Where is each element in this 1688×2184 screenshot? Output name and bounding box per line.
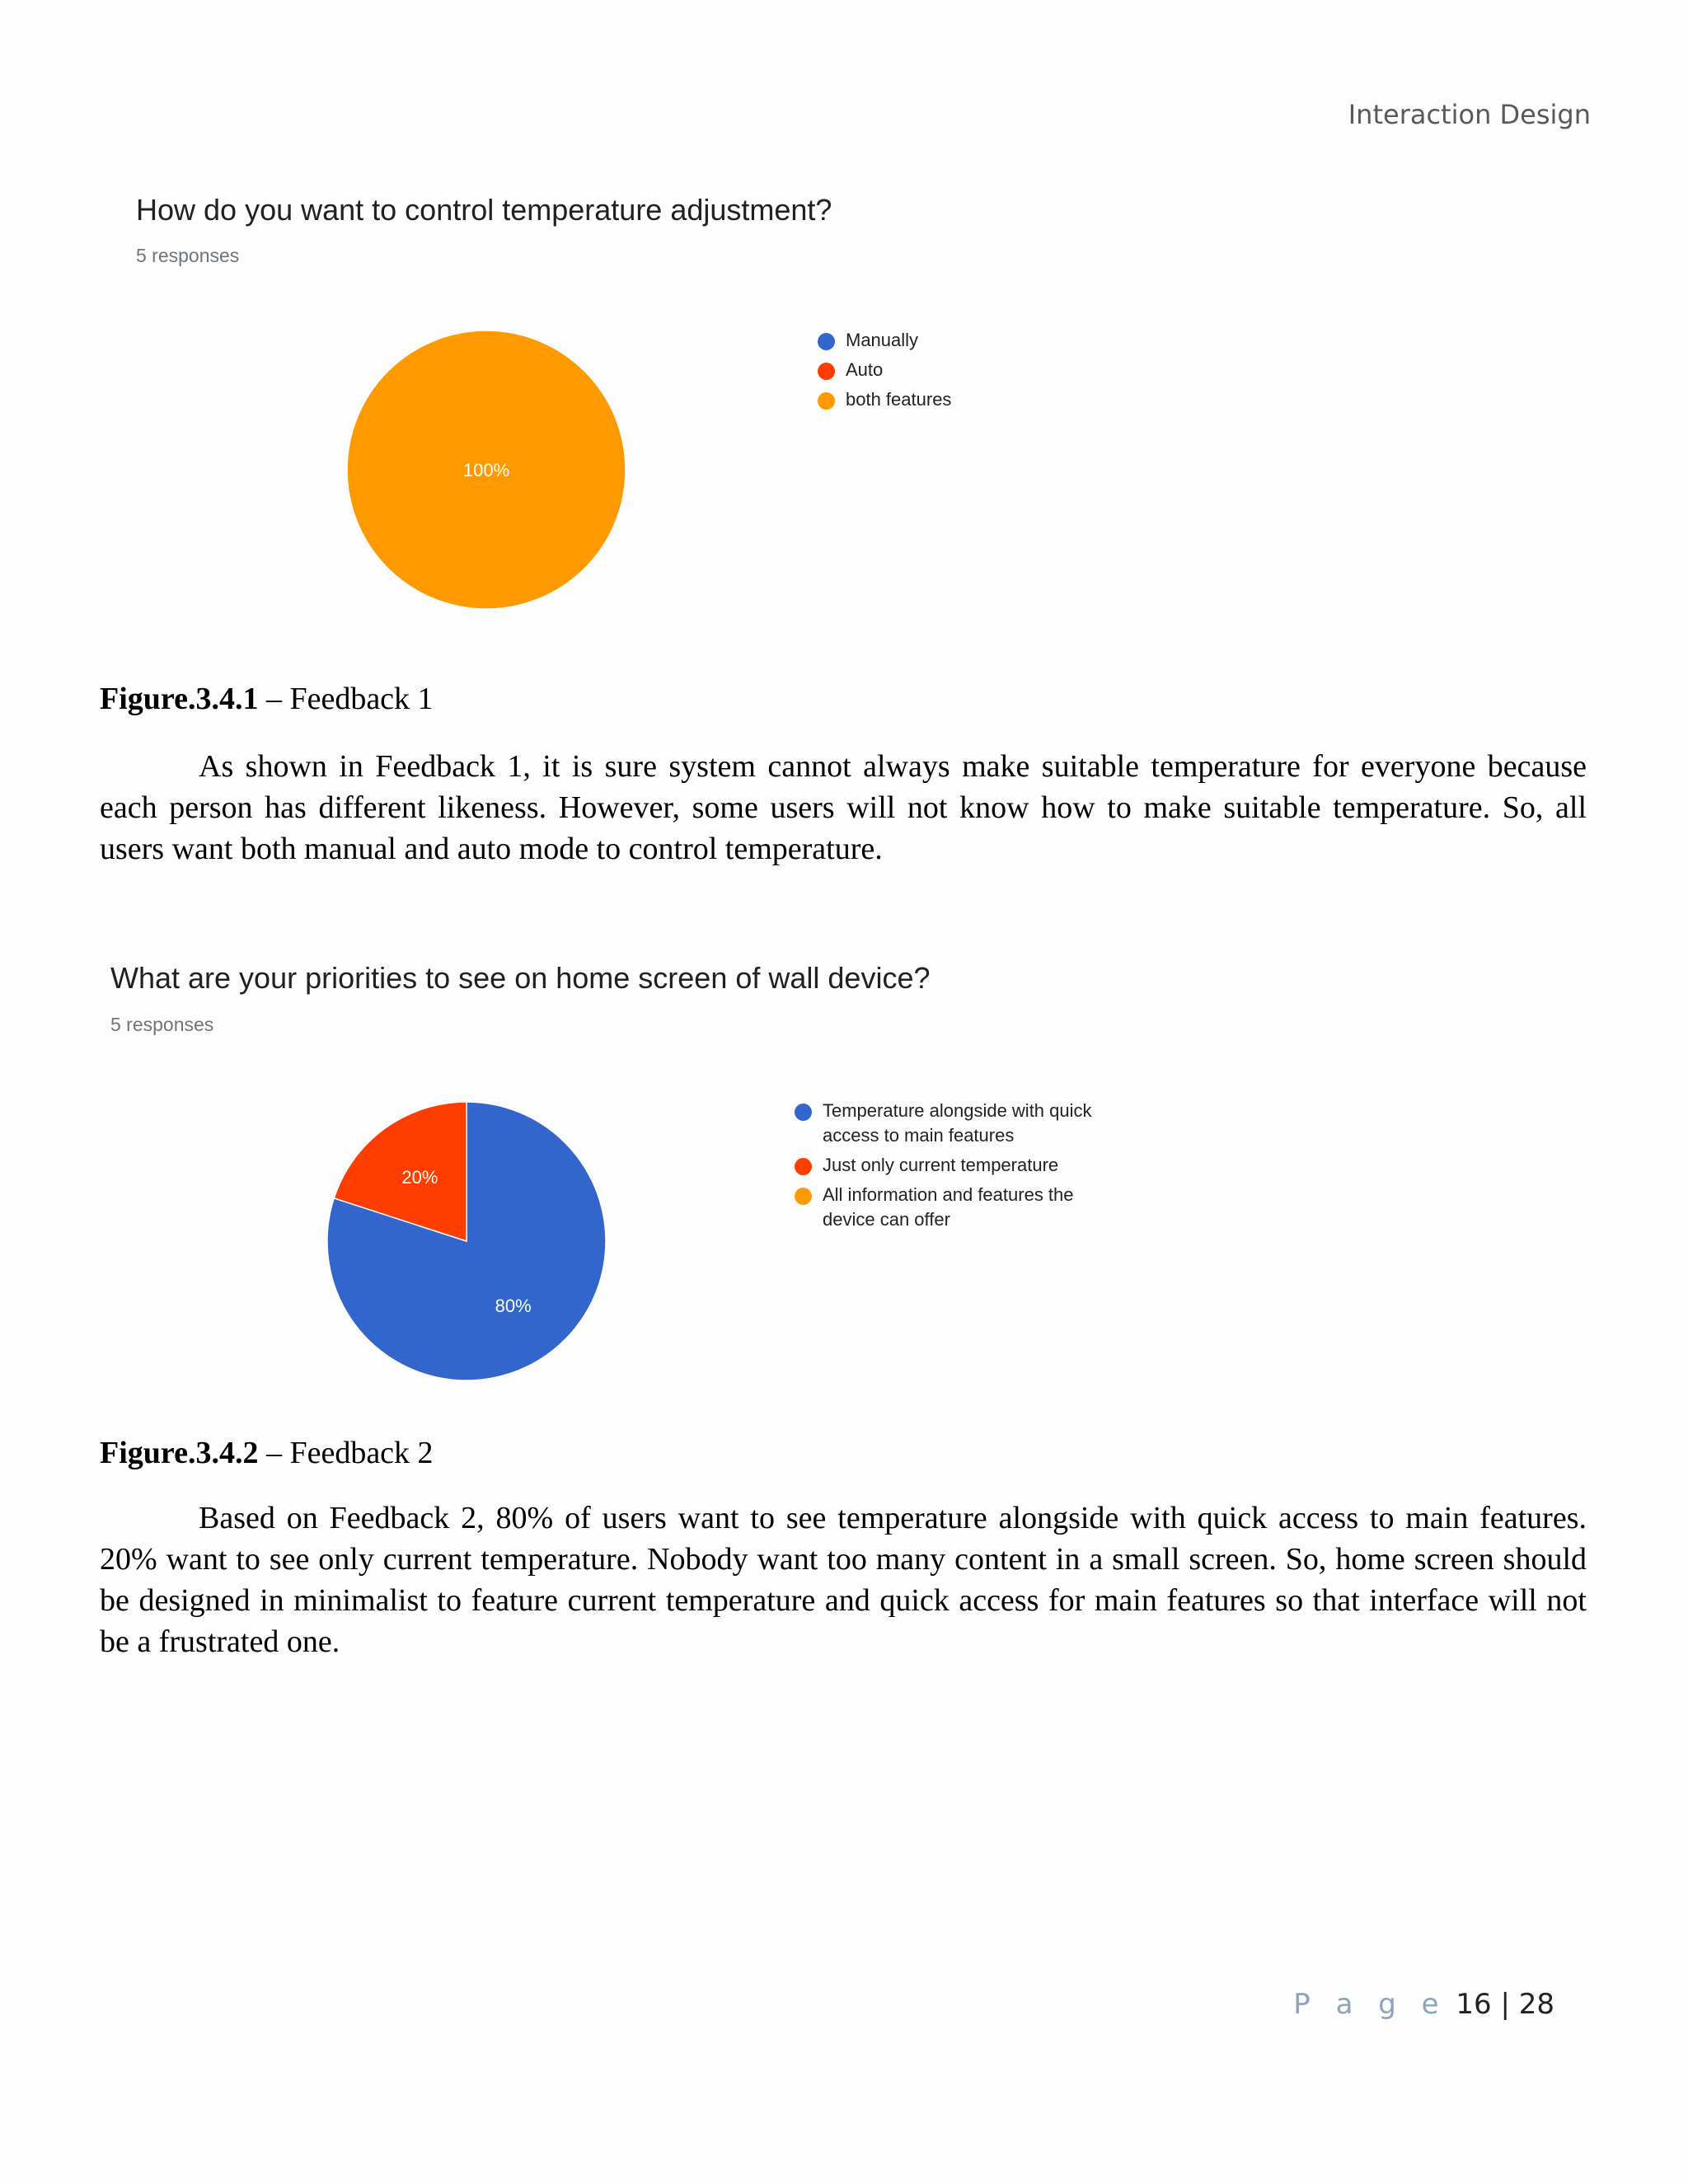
chart-1-pie: [330, 313, 643, 626]
page-current: 16: [1456, 1988, 1492, 2021]
chart-1-question: How do you want to control temperature adjustment?: [136, 193, 832, 227]
chart-1-legend-swatch-2: [818, 392, 835, 410]
chart-2-question: What are your priorities to see on home screen of wall device?: [110, 961, 931, 995]
page-separator: |: [1500, 1988, 1510, 2021]
chart-1-legend-item-0: [818, 328, 951, 353]
chart-1-legend-label-1: Auto: [846, 359, 884, 380]
chart-2-legend-item-0: [795, 1099, 1092, 1148]
figure-2-caption-text: – Feedback 2: [258, 1436, 434, 1470]
chart-2-legend-item-2: [795, 1183, 1092, 1232]
chart-2-legend-swatch-0: [795, 1104, 812, 1121]
chart-2-legend-item-1: [795, 1153, 1092, 1178]
chart-2-legend-label-2: All information and features the: [823, 1184, 1074, 1205]
figure-1-caption: [100, 681, 434, 717]
chart-1-legend-swatch-0: [818, 333, 835, 350]
figure-1-paragraph: As shown in Feedback 1, it is sure system cannot always make suitable temperature for everyone because each person has different likeness. However, some users will not know how to make suitable temperature. So, all users want both manual and auto mode to control temperature.: [100, 749, 1587, 866]
chart-1-legend-label-0: Manually: [846, 330, 919, 350]
page-number: [1293, 1988, 1554, 2021]
chart-2-data-label-0: 80%: [495, 1295, 532, 1316]
chart-2-legend-label-2: device can offer: [823, 1209, 950, 1230]
chart-1-data-label-2: 100%: [462, 460, 510, 480]
figure-2-paragraph: Based on Feedback 2, 80% of users want to see temperature alongside with quick access to main features. 20% want to see only current temperature. Nobody want too many content in a small screen. So, home screen should be designed in minimalist to feature current temperature and quick access for main features so that interface will not be a frustrated one.: [100, 1501, 1587, 1659]
page-header-title: Interaction Design: [1348, 99, 1591, 130]
chart-1-legend-swatch-1: [818, 363, 835, 380]
chart-2-legend: [795, 1099, 1092, 1237]
chart-2-responses: 5 responses: [110, 1014, 214, 1035]
chart-2-legend-label-0: Temperature alongside with quick: [823, 1100, 1092, 1121]
chart-2-legend-label-0: access to main features: [823, 1125, 1015, 1146]
chart-1-legend-item-1: [818, 358, 951, 382]
chart-2-data-label-1: 20%: [401, 1167, 438, 1188]
page-total: 28: [1518, 1988, 1554, 2021]
chart-2-legend-swatch-2: [795, 1188, 812, 1205]
page-word: P a g e: [1293, 1988, 1447, 2021]
figure-2-caption: [100, 1435, 434, 1471]
chart-1-legend: [818, 328, 951, 417]
chart-1-legend-label-2: both features: [846, 389, 952, 410]
chart-2-legend-swatch-1: [795, 1158, 812, 1175]
figure-2-caption-label: Figure.3.4.2: [100, 1436, 259, 1470]
chart-1-legend-item-2: [818, 387, 951, 412]
chart-2-legend-label-1: Just only current temperature: [823, 1155, 1059, 1175]
figure-1-caption-label: Figure.3.4.1: [100, 682, 259, 716]
figure-1-caption-text: – Feedback 1: [258, 682, 434, 716]
chart-2-pie: [310, 1085, 623, 1398]
chart-1-responses: 5 responses: [136, 245, 240, 266]
